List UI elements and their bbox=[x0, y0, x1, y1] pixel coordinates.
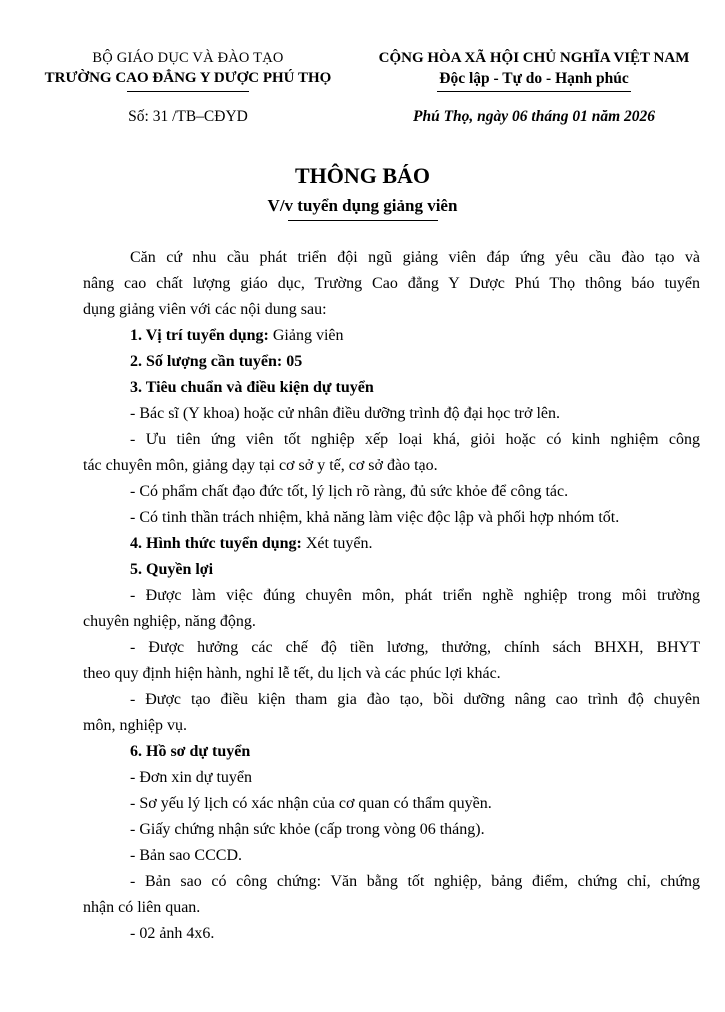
body-line bbox=[83, 453, 700, 479]
text-segment: - Bản sao có công chứng: Văn bằng tốt nghiệp, bảng điểm, chứng chỉ, chứng bbox=[130, 873, 700, 890]
text-segment: theo quy định hiện hành, nghỉ lễ tết, du lịch và các phúc lợi khác. bbox=[83, 665, 501, 682]
text-segment: - Ưu tiên ứng viên tốt nghiệp xếp loại khá, giỏi hoặc có kinh nghiệm công bbox=[130, 431, 700, 448]
body-line bbox=[83, 531, 700, 557]
body-line bbox=[83, 661, 700, 687]
text-segment: 5. Quyền lợi bbox=[130, 561, 214, 578]
text-segment: - Có phẩm chất đạo đức tốt, lý lịch rõ ràng, đủ sức khỏe để công tác. bbox=[130, 483, 569, 500]
national-title: CỘNG HÒA XÃ HỘI CHỦ NGHĨA VIỆT NAM bbox=[378, 50, 690, 66]
document-subject: V/v tuyển dụng giảng viên bbox=[267, 196, 458, 215]
document-body bbox=[0, 245, 725, 947]
body-line bbox=[83, 635, 700, 661]
text-segment: - Bác sĩ (Y khoa) hoặc cử nhân điều dưỡng trình độ đại học trở lên. bbox=[130, 405, 560, 422]
body-line bbox=[83, 713, 700, 739]
text-segment: dụng giảng viên với các nội dung sau: bbox=[83, 301, 327, 318]
document-header bbox=[0, 48, 725, 126]
text-segment: - Giấy chứng nhận sức khỏe (cấp trong vòng 06 tháng). bbox=[130, 821, 485, 838]
body-line bbox=[83, 297, 700, 323]
text-segment: - Sơ yếu lý lịch có xác nhận của cơ quan có thẩm quyền. bbox=[130, 795, 492, 812]
text-segment: - Có tinh thần trách nhiệm, khả năng làm việc độc lập và phối hợp nhóm tốt. bbox=[130, 509, 620, 526]
institution-underline bbox=[127, 91, 249, 92]
text-segment: - Đơn xin dự tuyển bbox=[130, 769, 253, 786]
header-right-block bbox=[368, 48, 700, 126]
text-segment: Xét tuyển. bbox=[301, 535, 373, 552]
header-left-block bbox=[42, 48, 334, 126]
body-line bbox=[83, 921, 700, 947]
ministry-name: BỘ GIÁO DỤC VÀ ĐÀO TẠO bbox=[92, 50, 284, 66]
text-segment: - Được tạo điều kiện tham gia đào tạo, bồi dưỡng nâng cao trình độ chuyên bbox=[130, 691, 700, 708]
institution-name: TRƯỜNG CAO ĐẲNG Y DƯỢC PHÚ THỌ bbox=[44, 70, 332, 86]
text-segment: tác chuyên môn, giảng dạy tại cơ sở y tế, cơ sở đào tạo. bbox=[83, 457, 438, 474]
body-line bbox=[83, 687, 700, 713]
body-line bbox=[83, 271, 700, 297]
text-segment: Giảng viên bbox=[268, 327, 344, 344]
body-line bbox=[83, 817, 700, 843]
text-segment: - Được làm việc đúng chuyên môn, phát triển nghề nghiệp trong môi trường bbox=[130, 587, 700, 604]
place-date-line: Phú Thọ, ngày 06 tháng 01 năm 2026 bbox=[412, 108, 656, 125]
body-line bbox=[83, 765, 700, 791]
text-segment: Căn cứ nhu cầu phát triển đội ngũ giảng viên đáp ứng yêu cầu đào tạo và bbox=[130, 249, 700, 266]
motto-wrap bbox=[368, 68, 700, 92]
body-line bbox=[83, 479, 700, 505]
body-line bbox=[83, 505, 700, 531]
body-line bbox=[83, 843, 700, 869]
body-line bbox=[83, 583, 700, 609]
body-line bbox=[83, 427, 700, 453]
text-segment: chuyên nghiệp, năng động. bbox=[83, 613, 256, 630]
title-block bbox=[0, 162, 725, 221]
text-segment: nhận có liên quan. bbox=[83, 899, 201, 916]
text-segment: 4. Hình thức tuyển dụng: bbox=[130, 535, 302, 552]
body-line bbox=[83, 609, 700, 635]
subject-underline bbox=[288, 220, 438, 221]
text-segment: 3. Tiêu chuẩn và điều kiện dự tuyển bbox=[130, 379, 374, 396]
body-line bbox=[83, 791, 700, 817]
body-line bbox=[83, 401, 700, 427]
text-segment: 2. Số lượng cần tuyển: 05 bbox=[130, 353, 303, 370]
text-segment: - Bản sao CCCD. bbox=[130, 847, 242, 864]
text-segment: - 02 ảnh 4x6. bbox=[130, 925, 215, 942]
body-line bbox=[83, 349, 700, 375]
text-segment: môn, nghiệp vụ. bbox=[83, 717, 187, 734]
text-segment: - Được hưởng các chế độ tiền lương, thưởng, chính sách BHXH, BHYT bbox=[130, 639, 700, 656]
document-title: THÔNG BÁO bbox=[294, 163, 431, 188]
body-line bbox=[83, 869, 700, 895]
text-segment: 1. Vị trí tuyển dụng: bbox=[130, 327, 269, 344]
body-line bbox=[83, 245, 700, 271]
document-number: Số: 31 /TB–CĐYD bbox=[128, 108, 248, 125]
body-line bbox=[83, 739, 700, 765]
body-line bbox=[83, 375, 700, 401]
body-line bbox=[83, 895, 700, 921]
text-segment: nâng cao chất lượng giáo dục, Trường Cao đẳng Y Dược Phú Thọ thông báo tuyển bbox=[83, 275, 700, 292]
national-motto: Độc lập - Tự do - Hạnh phúc bbox=[437, 69, 630, 92]
text-segment: 6. Hồ sơ dự tuyển bbox=[130, 743, 251, 760]
body-line bbox=[83, 323, 700, 349]
body-line bbox=[83, 557, 700, 583]
